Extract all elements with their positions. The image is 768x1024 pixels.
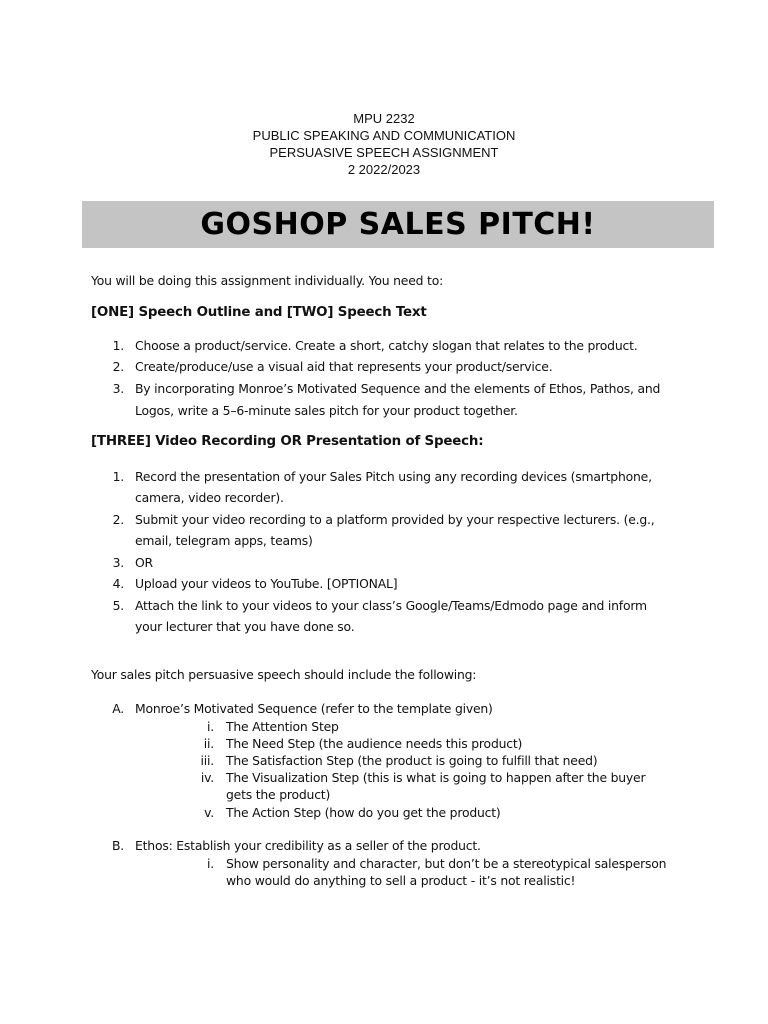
list-number: 4. [112,576,124,591]
list-item-line: email, telegram apps, teams) [135,533,313,548]
assignment-title: PERSUASIVE SPEECH ASSIGNMENT [269,145,499,160]
sub-list-item: The Need Step (the audience needs this product) [226,736,523,751]
list-item-line: Logos, write a 5–6-minute sales pitch for your product together. [135,403,518,418]
roman-numeral: iv. [200,770,214,785]
roman-numeral: i. [207,719,214,734]
part-a-text: Monroe’s Motivated Sequence (refer to the template given) [135,701,493,716]
list-number: 2. [112,359,124,374]
list-number: 1. [112,469,124,484]
sub-list-item: The Satisfaction Step (the product is going to fulfill that need) [226,753,598,768]
banner-title: GOSHOP SALES PITCH! [200,207,596,242]
sub-list-item-line: who would do anything to sell a product - it’s not realistic! [226,873,576,888]
roman-numeral: iii. [200,753,214,768]
list-item-line: Submit your video recording to a platform provided by your respective lecturers. (e.g., [135,512,655,527]
document-header [0,110,768,178]
include-intro: Your sales pitch persuasive speech should include the following: [91,667,477,682]
roman-numeral: ii. [203,736,214,751]
title-banner [82,201,714,248]
part-a-letter: A. [112,701,124,716]
list-number: 5. [112,598,124,613]
list-item: Create/produce/use a visual aid that represents your product/service. [135,359,553,374]
roman-numeral: i. [207,856,214,871]
sub-list-item-line: Show personality and character, but don’t be a stereotypical salesperson [226,856,667,871]
course-code: MPU 2232 [353,111,415,126]
list-number: 3. [112,555,124,570]
semester: 2 2022/2023 [347,162,421,177]
list-item-line: Attach the link to your videos to your class’s Google/Teams/Edmodo page and inform [135,598,647,613]
list-number: 1. [112,338,124,353]
list-item-line: your lecturer that you have done so. [135,619,355,634]
part-b-letter: B. [111,838,124,853]
list-item-line: Record the presentation of your Sales Pitch using any recording devices (smartphone, [135,469,652,484]
sub-list-item: The Action Step (how do you get the product) [226,805,501,820]
section-three-heading: [THREE] Video Recording OR Presentation of Speech: [91,434,484,449]
course-name: PUBLIC SPEAKING AND COMMUNICATION [252,128,516,143]
list-item-line: By incorporating Monroe’s Motivated Sequence and the elements of Ethos, Pathos, and [135,381,661,396]
sub-list-item-line: gets the product) [226,787,331,802]
list-number: 2. [112,512,124,527]
roman-numeral: v. [204,805,214,820]
list-item: Upload your videos to YouTube. [OPTIONAL] [135,576,398,591]
sub-list-item-line: The Visualization Step (this is what is going to happen after the buyer [226,770,646,785]
list-number: 3. [112,381,124,396]
list-item: Choose a product/service. Create a short, catchy slogan that relates to the product. [135,338,638,353]
list-item: OR [135,555,153,570]
intro-text: You will be doing this assignment individually. You need to: [91,273,444,288]
list-item-line: camera, video recorder). [135,490,284,505]
section-one-heading: [ONE] Speech Outline and [TWO] Speech Text [91,305,427,320]
part-b-text: Ethos: Establish your credibility as a seller of the product. [135,838,481,853]
sub-list-item: The Attention Step [226,719,339,734]
